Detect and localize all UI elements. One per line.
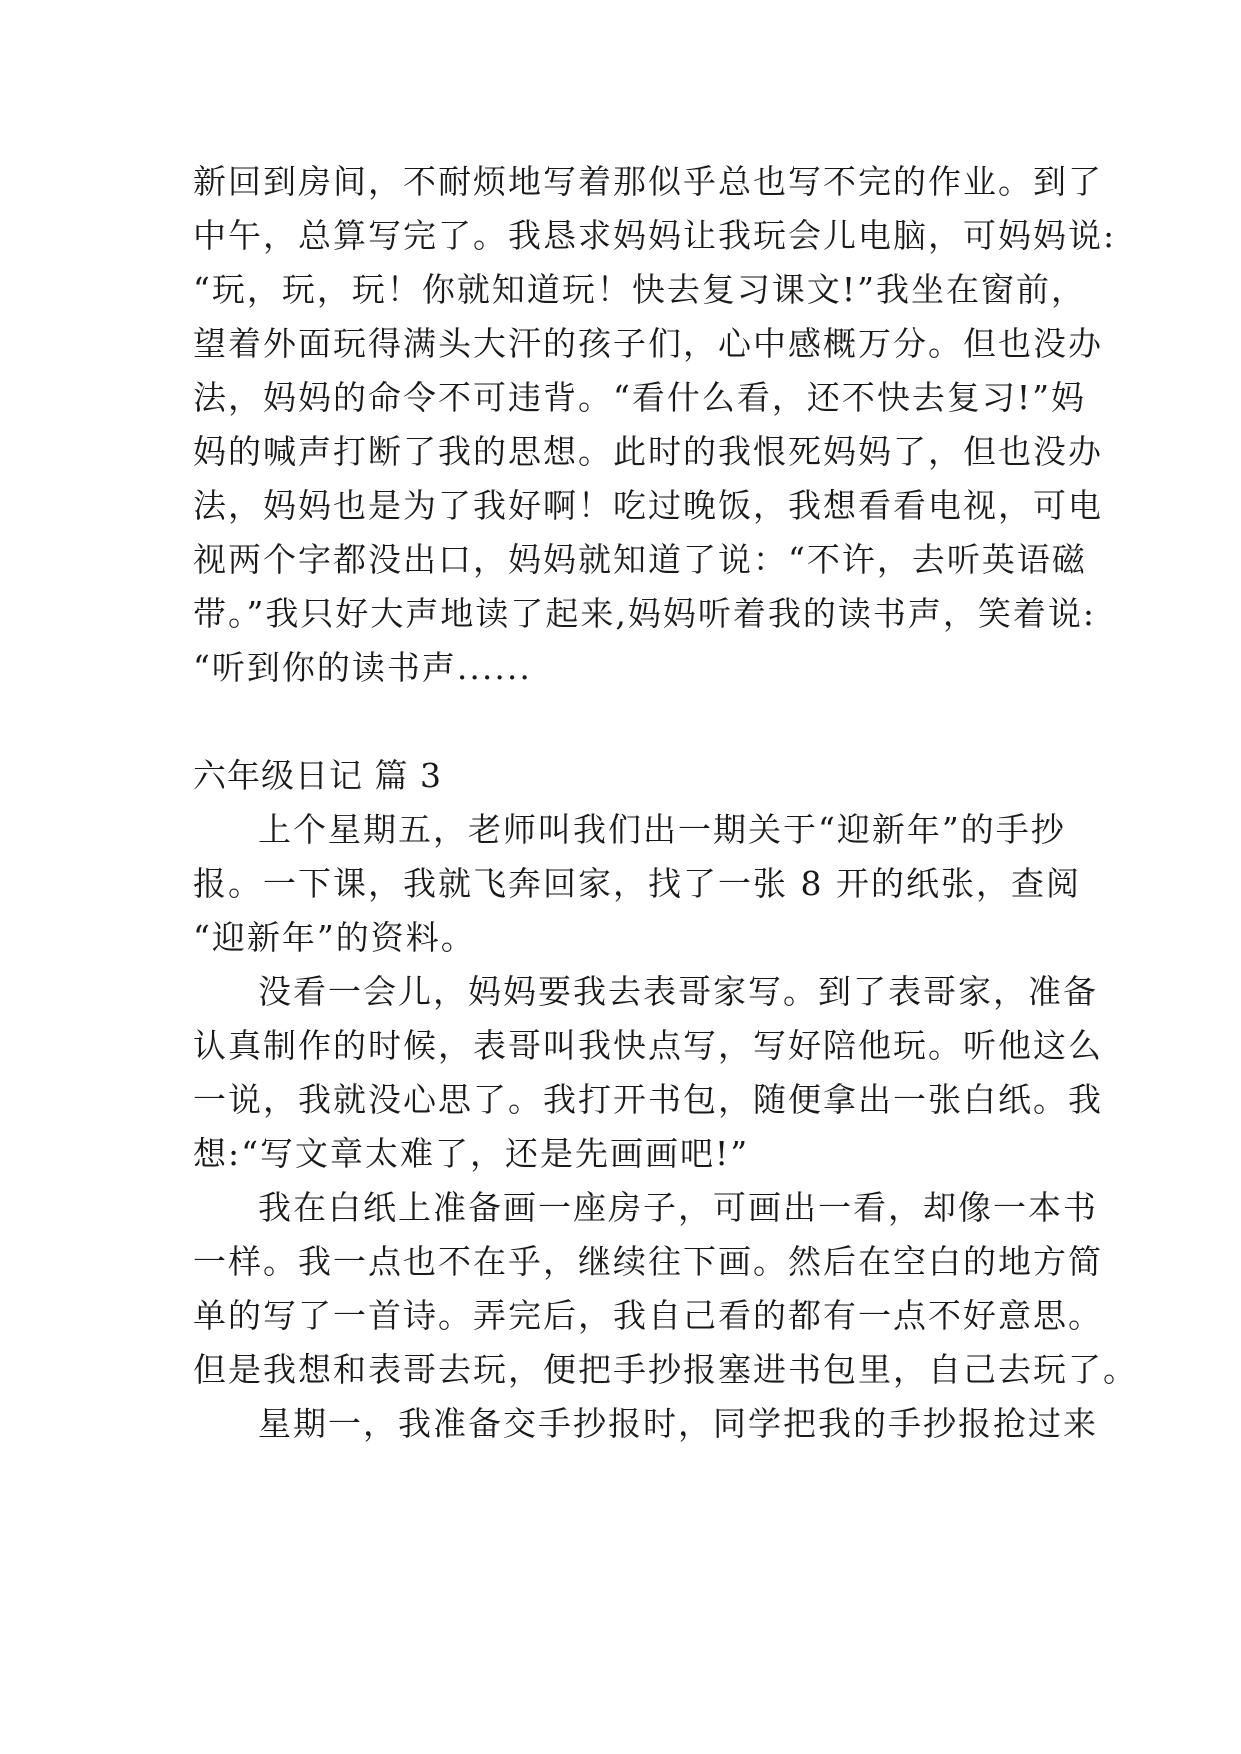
text-line: 望着外面玩得满头大汗的孩子们，心中感概万分。但也没办 (193, 324, 1103, 363)
text-line: 中午，总算写完了。我恳求妈妈让我玩会儿电脑，可妈妈说: (193, 216, 1117, 255)
paragraph-line: 但是我想和表哥去玩，便把手抄报塞进书包里，自己去玩了。 (193, 1350, 1138, 1389)
text-line: 带。”我只好大声地读了起来,妈妈听着我的读书声，笑着说: (193, 594, 1096, 633)
text-line: 法，妈妈的命令不可违背。“看什么看，还不快去复习!”妈 (193, 378, 1087, 417)
paragraph-line: 星期一，我准备交手抄报时，同学把我的手抄报抢过来 (258, 1404, 1098, 1443)
paragraph-line: 一说，我就没心思了。我打开书包，随便拿出一张白纸。我 (193, 1080, 1103, 1119)
text-line: 妈的喊声打断了我的思想。此时的我恨死妈妈了，但也没办 (193, 432, 1103, 471)
section-heading: 六年级日记 篇 3 (193, 756, 442, 795)
text-line: 视两个字都没出口，妈妈就知道了说：“不许，去听英语磁 (193, 540, 1087, 579)
paragraph-line: 上个星期五，老师叫我们出一期关于“迎新年”的手抄 (258, 810, 1066, 849)
paragraph-line: 报。一下课，我就飞奔回家，找了一张 8 开的纸张，查阅 (193, 864, 1081, 903)
paragraph-line: 想:“写文章太难了，还是先画画吧!” (193, 1134, 750, 1173)
paragraph-line: 认真制作的时候，表哥叫我快点写，写好陪他玩。听他这么 (193, 1026, 1103, 1065)
paragraph-line: 我在白纸上准备画一座房子，可画出一看，却像一本书 (258, 1188, 1098, 1227)
text-line: 法，妈妈也是为了我好啊！吃过晚饭，我想看看电视，可电 (193, 486, 1103, 525)
text-line: “听到你的读书声...... (193, 648, 532, 687)
paragraph-line: 没看一会儿，妈妈要我去表哥家写。到了表哥家，准备 (258, 972, 1098, 1011)
paragraph-line: 一样。我一点也不在乎，继续往下画。然后在空白的地方简 (193, 1242, 1103, 1281)
text-line: 新回到房间，不耐烦地写着那似乎总也写不完的作业。到了 (193, 162, 1103, 201)
paragraph-line: “迎新年”的资料。 (193, 918, 476, 957)
paragraph-line: 单的写了一首诗。弄完后，我自己看的都有一点不好意思。 (193, 1296, 1103, 1335)
text-line: “玩，玩，玩！你就知道玩！快去复习课文!”我坐在窗前， (193, 270, 1087, 309)
